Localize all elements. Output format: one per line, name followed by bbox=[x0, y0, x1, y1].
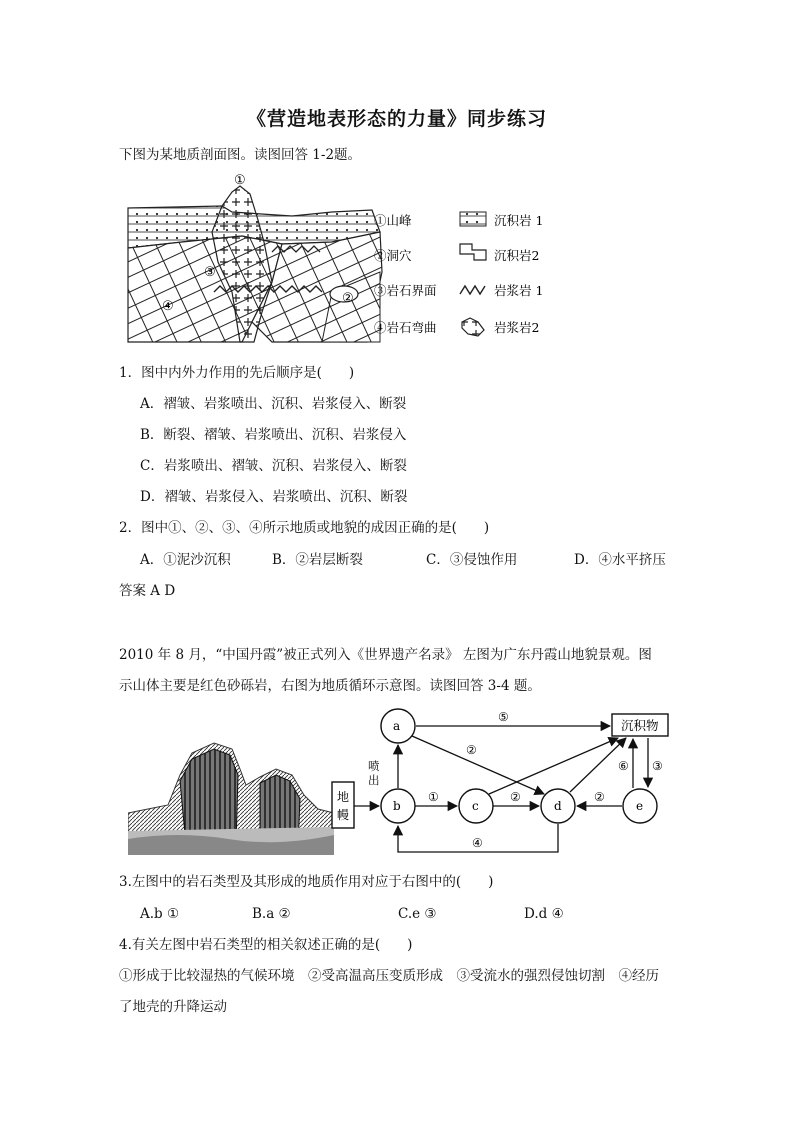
node-c-label: c bbox=[472, 799, 479, 813]
q2-stem: 2．图中①、②、③、④所示地质或地貌的成因正确的是( ) bbox=[119, 520, 490, 536]
q2-option-d: D．④水平挤压 bbox=[574, 552, 666, 568]
section2-intro-line2: 示山体主要是红色砂砾岩，右图为地质循环示意图。读图回答 3-4 题。 bbox=[119, 678, 541, 694]
q1-option-a: A．褶皱、岩浆喷出、沉积、岩浆侵入、断裂 bbox=[140, 396, 407, 412]
legend-left-2: ②洞穴 bbox=[374, 248, 412, 263]
node-b-label: b bbox=[393, 799, 401, 813]
mark-1: ① bbox=[234, 173, 246, 188]
node-d-label: d bbox=[554, 799, 562, 813]
mantle-label-1: 地 bbox=[337, 790, 350, 804]
legend-left-3: ③岩石界面 bbox=[374, 283, 437, 298]
legend-right-2: 沉积岩2 bbox=[494, 248, 540, 263]
q2-option-c: C．③侵蚀作用 bbox=[426, 552, 518, 568]
erupt-label-1: 喷 bbox=[368, 759, 380, 773]
legend-right-1: 沉积岩 1 bbox=[494, 213, 544, 228]
q3-option-d: D.d ④ bbox=[524, 906, 564, 922]
legend-sediment1-swatch bbox=[460, 212, 486, 226]
arrow-label-3: ③ bbox=[652, 759, 663, 773]
q3-option-b: B.a ② bbox=[252, 906, 291, 922]
q4-options-line2: 了地壳的升降运动 bbox=[119, 999, 227, 1015]
arrow-label-5: ⑤ bbox=[498, 710, 509, 724]
arrow-label-1: ① bbox=[428, 790, 439, 804]
q2-option-a: A．①泥沙沉积 bbox=[140, 552, 231, 568]
node-a-label: a bbox=[393, 719, 401, 733]
q2-option-b: B．②岩层断裂 bbox=[272, 552, 363, 568]
mark-3: ③ bbox=[204, 265, 216, 280]
legend-magma2-swatch bbox=[462, 318, 484, 336]
q3-option-c: C.e ③ bbox=[398, 906, 437, 922]
q3-stem: 3.左图中的岩石类型及其形成的地质作用对应于右图中的( ) bbox=[119, 874, 494, 890]
mark-2: ② bbox=[342, 291, 354, 306]
legend-left-1: ①山峰 bbox=[374, 213, 412, 228]
geologic-section-figure bbox=[122, 172, 552, 350]
q3-option-a: A.b ① bbox=[140, 906, 180, 922]
legend-right-3: 岩浆岩 1 bbox=[494, 283, 544, 298]
q1-option-c: C．岩浆喷出、褶皱、沉积、岩浆侵入、断裂 bbox=[140, 458, 407, 474]
q1-stem: 1．图中内外力作用的先后顺序是( ) bbox=[119, 365, 355, 381]
arrow-label-2-cd: ② bbox=[510, 790, 521, 804]
legend-left-4: ④岩石弯曲 bbox=[374, 320, 437, 335]
q4-options-line1: ①形成于比较湿热的气候环境 ②受高温高压变质形成 ③受流水的强烈侵蚀切割 ④经历 bbox=[119, 968, 659, 984]
legend-sediment2-swatch bbox=[460, 244, 486, 260]
arrow-label-6: ⑥ bbox=[618, 759, 629, 773]
danxia-landform-photo bbox=[128, 735, 334, 855]
mantle-label-2: 幔 bbox=[337, 808, 350, 822]
arrow-label-2-diag: ② bbox=[466, 743, 477, 757]
rock-cycle-diagram bbox=[326, 702, 702, 862]
legend-right-4: 岩浆岩2 bbox=[494, 320, 540, 335]
q1-option-d: D．褶皱、岩浆侵入、岩浆喷出、沉积、断裂 bbox=[140, 489, 408, 505]
section2-intro-line1: 2010 年 8 月，“中国丹霞”被正式列入《世界遗产名录》 左图为广东丹霞山地貌景观。图 bbox=[119, 647, 652, 663]
arrow-label-4: ④ bbox=[472, 836, 483, 850]
arrow-label-2-ed: ② bbox=[594, 790, 605, 804]
q1-option-b: B．断裂、褶皱、岩浆喷出、沉积、岩浆侵入 bbox=[140, 427, 407, 443]
erupt-label-2: 出 bbox=[368, 773, 380, 787]
q4-stem: 4.有关左图中岩石类型的相关叙述正确的是( ) bbox=[119, 937, 413, 953]
figure-legend bbox=[374, 212, 543, 336]
sediment-box-label: 沉积物 bbox=[621, 718, 659, 733]
node-e-label: e bbox=[636, 799, 644, 813]
section1-intro: 下图为某地质剖面图。读图回答 1-2题。 bbox=[119, 147, 362, 163]
mark-4: ④ bbox=[162, 299, 174, 314]
page-title: 《营造地表形态的力量》同步练习 bbox=[246, 108, 547, 130]
answer-line: 答案 A D bbox=[119, 583, 176, 599]
legend-magma1-swatch bbox=[460, 286, 485, 294]
